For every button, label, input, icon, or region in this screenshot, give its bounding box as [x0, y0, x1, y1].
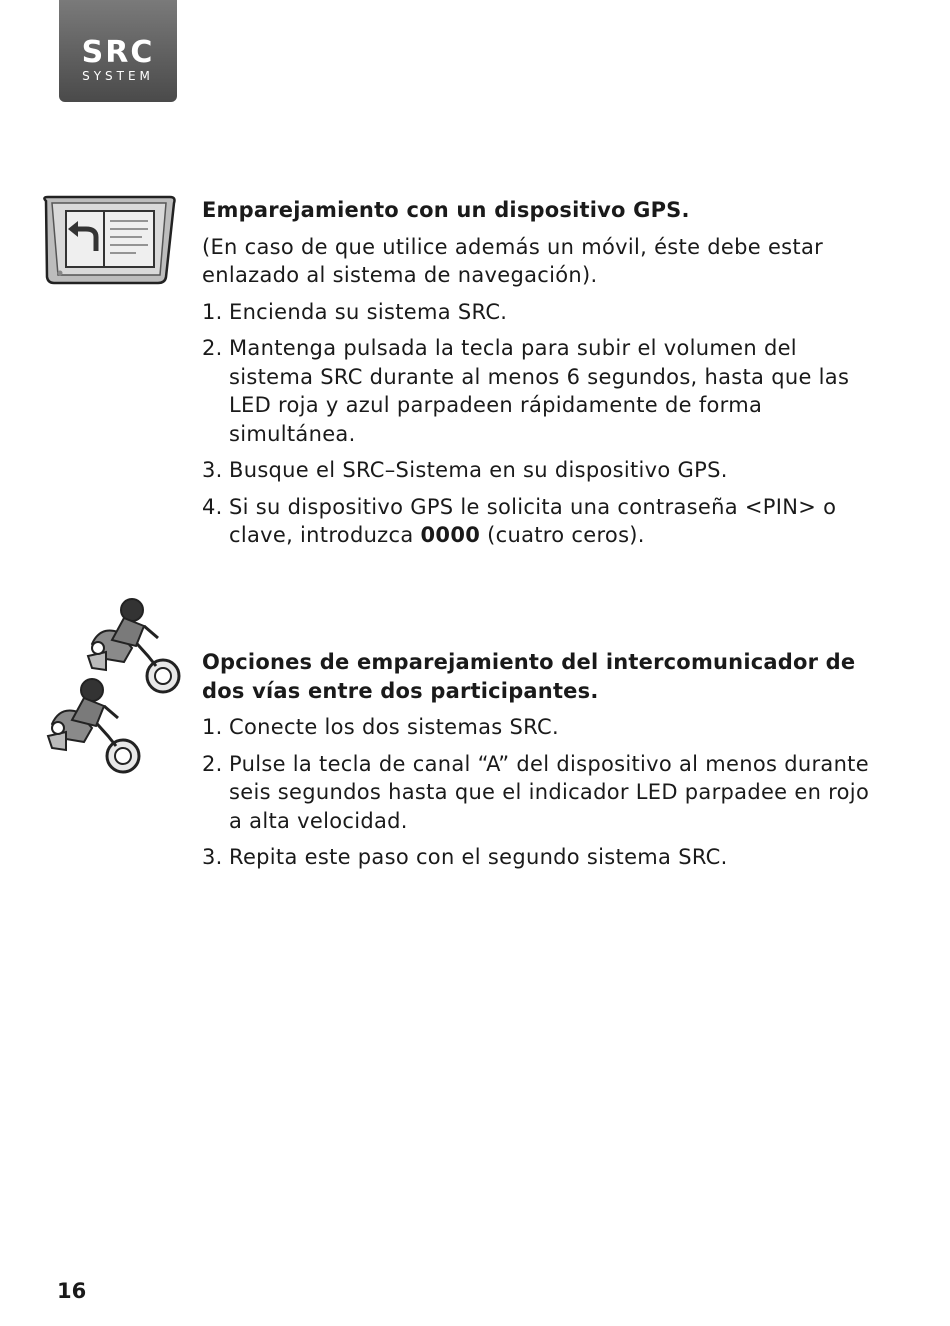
step-text: Pulse la tecla de canal “A” del dispositivo al menos durante seis segundos hasta que el indicador LED parpadee en rojo a alta velocidad.	[229, 751, 870, 833]
list-item	[202, 713, 882, 742]
step-number: 2.	[202, 336, 223, 360]
pin-code: 0000	[420, 523, 481, 547]
list-item	[202, 334, 882, 448]
step-text: Repita este paso con el segundo sistema SRC.	[229, 845, 728, 869]
step-number: 1.	[202, 299, 223, 324]
step-number: 3.	[202, 458, 223, 482]
logo-sub-text: SYSTEM	[82, 69, 154, 83]
gps-pairing-intro: (En caso de que utilice además un móvil, éste debe estar enlazado al sistema de navegación).	[202, 234, 824, 287]
step-text-end: (cuatro ceros).	[480, 523, 645, 547]
list-item	[202, 456, 882, 485]
gps-pairing-steps	[202, 298, 882, 550]
step-number: 3.	[202, 845, 223, 869]
page-number: 16	[57, 1279, 87, 1303]
step-number: 1.	[202, 715, 223, 739]
list-item	[202, 298, 882, 327]
step-text: Conecte los dos sistemas SRC.	[229, 715, 559, 739]
src-system-logo	[59, 0, 177, 102]
step-number: 4.	[202, 494, 223, 519]
two-motorcycle-riders-icon	[40, 596, 185, 785]
gps-pairing-heading: Emparejamiento con un dispositivo GPS.	[202, 198, 690, 222]
intercom-pairing-heading: Opciones de emparejamiento del intercomunicador de dos vías entre dos participantes.	[202, 650, 856, 703]
step-number: 2.	[202, 751, 223, 776]
gps-device-icon	[38, 193, 178, 291]
step-text: Mantenga pulsada la tecla para subir el volumen del sistema SRC durante al menos 6 segundos, hasta que las LED roja y azul parpadeen rápidamente de forma simultánea.	[229, 336, 850, 446]
intercom-pairing-section	[202, 648, 882, 872]
gps-pairing-section	[202, 196, 882, 550]
list-item	[202, 843, 882, 872]
intercom-pairing-steps	[202, 713, 882, 872]
step-text: Encienda su sistema SRC.	[229, 299, 508, 324]
list-item	[202, 750, 882, 836]
step-text: Busque el SRC–Sistema en su dispositivo GPS.	[229, 458, 728, 482]
list-item	[202, 493, 882, 550]
step-text: Si su dispositivo GPS le solicita una contraseña <PIN> o clave, introduzca	[229, 494, 837, 547]
logo-main-text: SRC	[81, 35, 155, 70]
